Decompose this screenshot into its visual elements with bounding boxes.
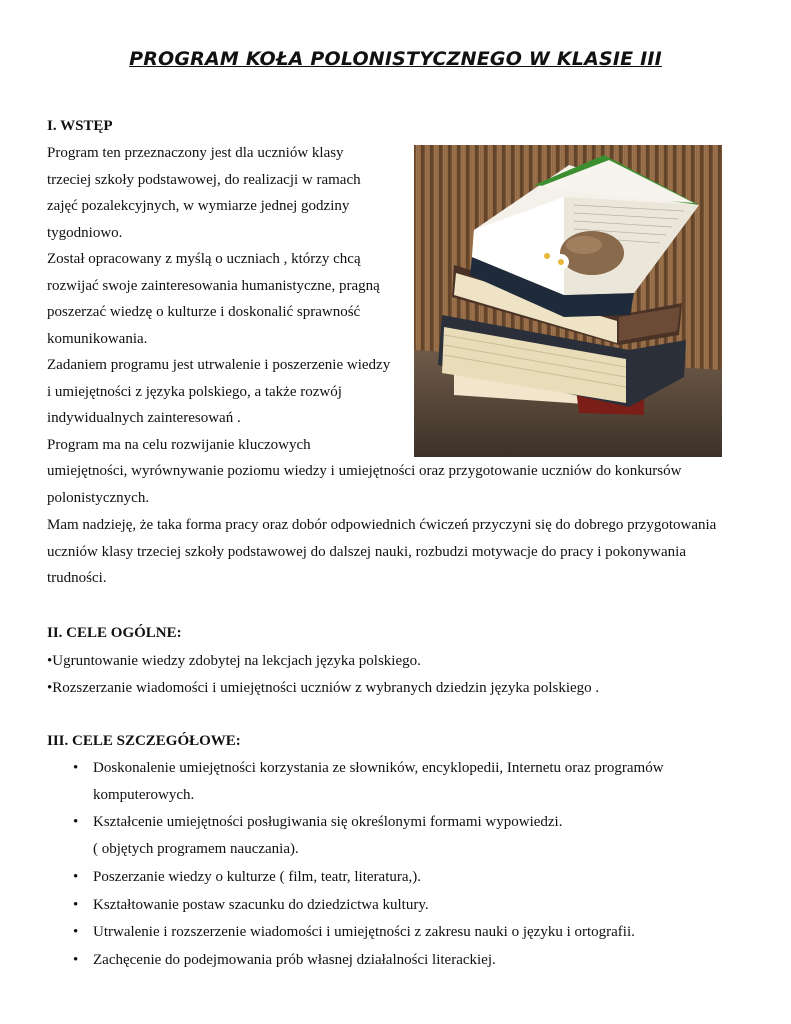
bullet-icon: • [73, 952, 79, 968]
intro-line: trzeciej szkoły podstawowej, do realizacji w ramach [47, 172, 361, 188]
specific-goal-item: Doskonalenie umiejętności korzystania ze słowników, encyklopedii, Internetu oraz programów [93, 760, 664, 776]
bullet-icon: • [73, 814, 79, 830]
intro-line: tygodniowo. [47, 225, 123, 241]
intro-line: poszerzać wiedzę o kulturze i doskonalić sprawność [47, 304, 361, 320]
intro-line: i umiejętności z języka polskiego, a także rozwój [47, 384, 342, 400]
specific-goal-item: Kształcenie umiejętności posługiwania się określonymi formami wypowiedzi. [93, 814, 563, 830]
specific-goal-item-continuation: ( objętych programem nauczania). [93, 841, 299, 857]
specific-goal-item-continuation: komputerowych. [93, 787, 195, 803]
bullet-icon: • [73, 760, 79, 776]
intro-line: Zadaniem programu jest utrwalenie i poszerzenie wiedzy [47, 357, 391, 373]
bullet-icon: • [73, 869, 79, 885]
intro-line: uczniów klasy trzeciej szkoły podstawowej do dalszej nauki, rozbudzi motywacje do pracy i pokonywania [47, 544, 686, 560]
intro-line: Został opracowany z myślą o uczniach , którzy chcą [47, 251, 361, 267]
intro-line: rozwijać swoje zainteresowania humanistyczne, pragną [47, 278, 380, 294]
intro-line: zajęć pozalekcyjnych, w wymiarze jednej godziny [47, 198, 350, 214]
intro-line: indywidualnych zainteresowań . [47, 410, 241, 426]
section-heading-specific-goals: III. CELE SZCZEGÓŁOWE: [47, 733, 241, 749]
intro-line: polonistycznych. [47, 490, 150, 506]
specific-goal-item: Kształtowanie postaw szacunku do dziedzictwa kultury. [93, 897, 429, 913]
section-heading-general-goals: II. CELE OGÓLNE: [47, 625, 182, 641]
intro-line: Program ma na celu rozwijanie kluczowych [47, 437, 311, 453]
intro-line: Mam nadzieję, że taka forma pracy oraz dobór odpowiednich ćwiczeń przyczyni się do dobrego przygotowania [47, 517, 717, 533]
section-heading-intro: I. WSTĘP [47, 118, 113, 134]
bullet-icon: • [73, 897, 79, 913]
specific-goal-item: Zachęcenie do podejmowania prób własnej działalności literackiej. [93, 952, 496, 968]
intro-line: komunikowania. [47, 331, 148, 347]
document-title: PROGRAM KOŁA POLONISTYCZNEGO W KLASIE III [129, 48, 662, 70]
intro-line: trudności. [47, 570, 107, 586]
intro-line: umiejętności, wyrównywanie poziomu wiedzy i umiejętności oraz przygotowanie uczniów do konkursów [47, 463, 682, 479]
intro-line: Program ten przeznaczony jest dla uczniów klasy [47, 145, 344, 161]
bullet-icon: • [73, 924, 79, 940]
specific-goal-item: Utrwalenie i rozszerzenie wiadomości i umiejętności z zakresu nauki o języku i ortografii. [93, 924, 635, 940]
book-stack-photo-icon [414, 145, 722, 457]
general-goal-item: •Rozszerzanie wiadomości i umiejętności uczniów z wybranych dziedzin języka polskiego . [47, 680, 600, 696]
general-goal-item: •Ugruntowanie wiedzy zdobytej na lekcjach języka polskiego. [47, 653, 421, 669]
specific-goal-item: Poszerzanie wiedzy o kulturze ( film, teatr, literatura,). [93, 869, 422, 885]
